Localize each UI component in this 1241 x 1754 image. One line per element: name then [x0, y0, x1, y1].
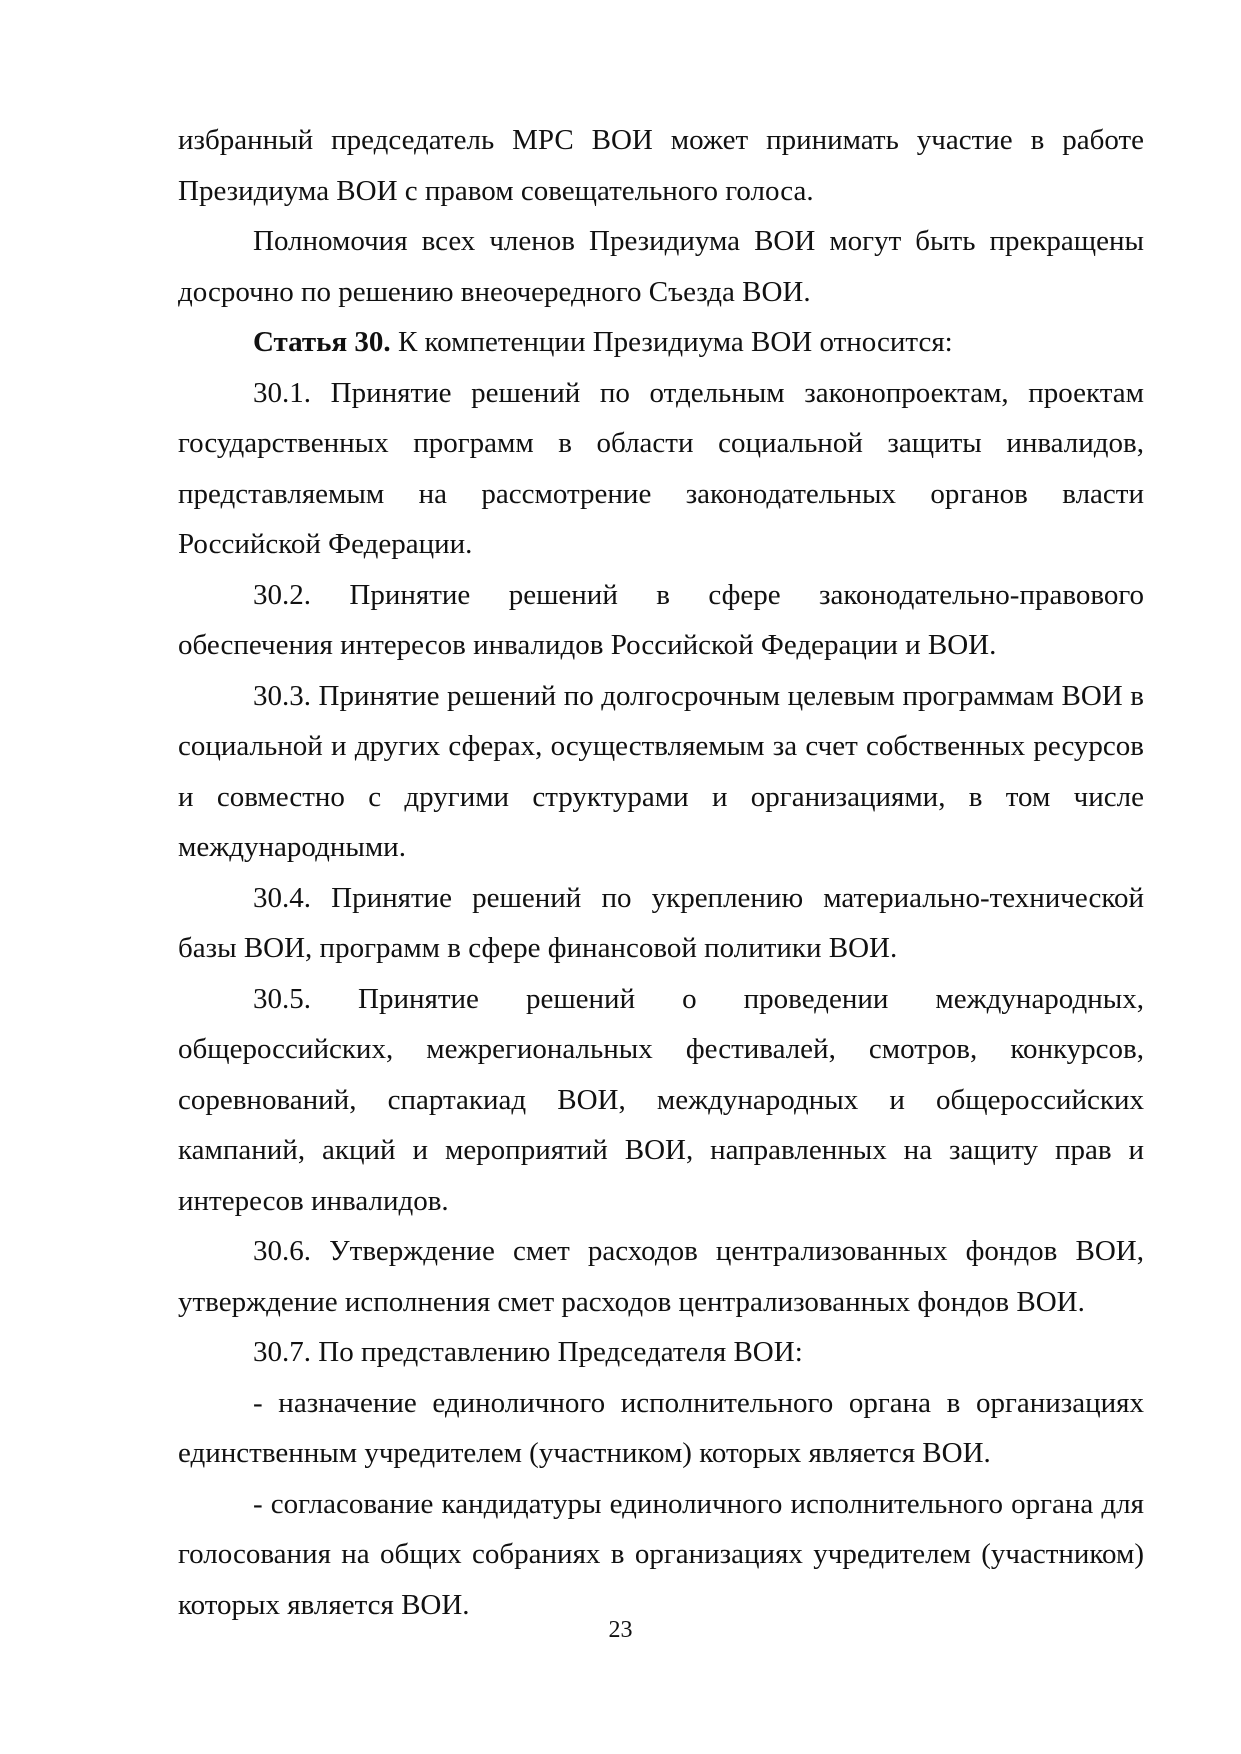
article-30-label: Статья 30.: [253, 326, 391, 358]
clause-30-7-item-2: - согласование кандидатуры единоличного исполнительного органа для голосования на общих собраниях в организациях учредителем (участником) которых является ВОИ.: [178, 1487, 1144, 1621]
paragraph-continuation: избранный председатель МРС ВОИ может принимать участие в работе Президиума ВОИ с правом совещательного голоса.: [178, 124, 1144, 207]
clause-30-7: 30.7. По представлению Председателя ВОИ:: [253, 1336, 803, 1368]
document-page: [178, 115, 1144, 1630]
paragraph-powers-termination: Полномочия всех членов Президиума ВОИ могут быть прекращены досрочно по решению внеочередного Съезда ВОИ.: [178, 225, 1144, 308]
clause-30-1: 30.1. Принятие решений по отдельным законопроектам, проектам государственных программ в области социальной защиты инвалидов, представляемым на рассмотрение законодательных органов власти Российской Федерации.: [178, 376, 1144, 560]
clause-30-4: 30.4. Принятие решений по укреплению материально-технической базы ВОИ, программ в сфере финансовой политики ВОИ.: [178, 881, 1144, 964]
clause-30-5: 30.5. Принятие решений о проведении международных, общероссийских, межрегиональных фестивалей, смотров, конкурсов, соревнований, спартакиад ВОИ, международных и общероссийских кампаний, акций и мероприятий ВОИ, направленных на защиту прав и интересов инвалидов.: [178, 982, 1144, 1217]
article-30-text: К компетенции Президиума ВОИ относится:: [390, 326, 953, 358]
clause-30-6: 30.6. Утверждение смет расходов централизованных фондов ВОИ, утверждение исполнения смет расходов централизованных фондов ВОИ.: [178, 1235, 1144, 1318]
article-30-heading: [178, 317, 1144, 368]
clause-30-7-item-1: - назначение единоличного исполнительного органа в организациях единственным учредителем (участником) которых является ВОИ.: [178, 1386, 1144, 1469]
clause-30-3: 30.3. Принятие решений по долгосрочным целевым программам ВОИ в социальной и других сферах, осуществляемым за счет собственных ресурсов и совместно с другими структурами и организациями, в том числе международными.: [178, 679, 1144, 863]
page-number: 23: [608, 1617, 633, 1643]
clause-30-2: 30.2. Принятие решений в сфере законодательно-правового обеспечения интересов инвалидов Российской Федерации и ВОИ.: [178, 578, 1144, 661]
